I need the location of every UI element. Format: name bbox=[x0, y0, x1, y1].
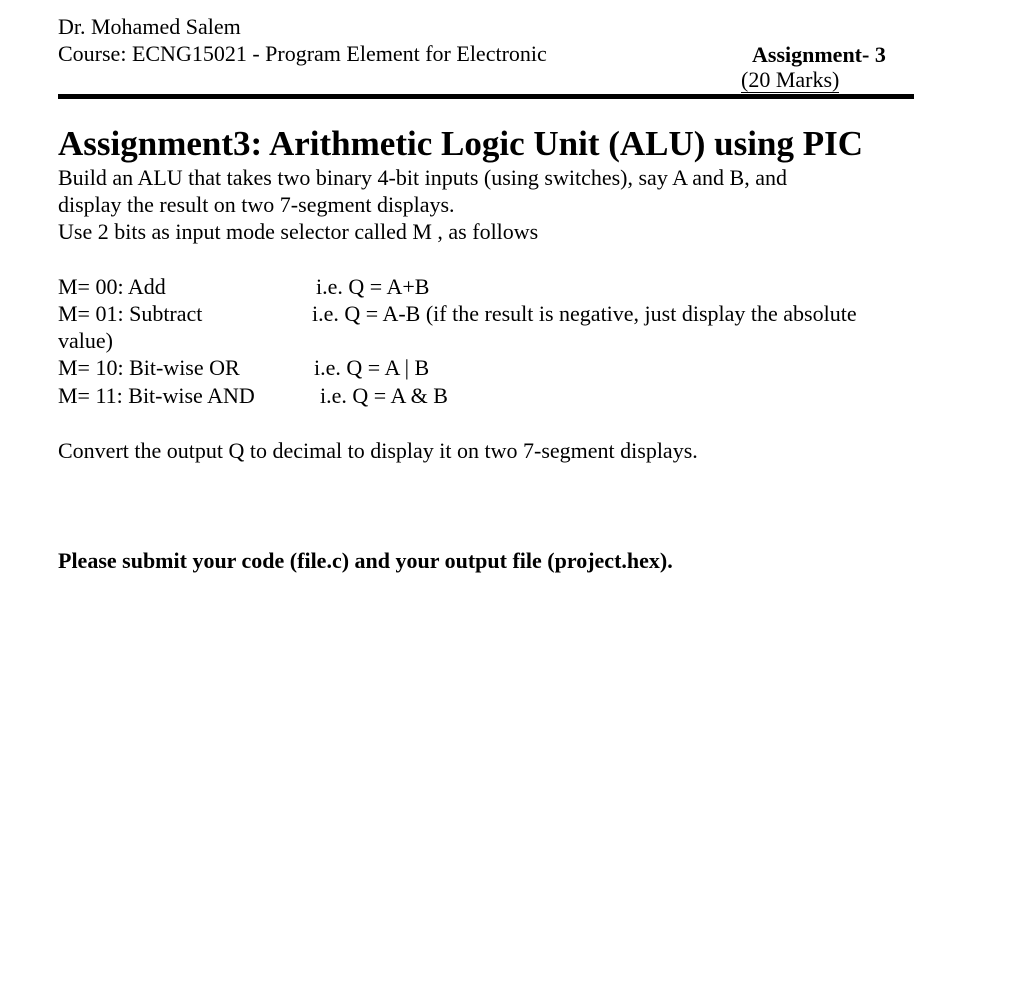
instructor-name: Dr. Mohamed Salem bbox=[58, 14, 241, 39]
intro-line-3: Use 2 bits as input mode selector called M , as follows bbox=[58, 219, 539, 244]
intro-line-1: Build an ALU that takes two binary 4-bit inputs (using switches), say A and B, and bbox=[58, 165, 787, 190]
mode-01-desc: i.e. Q = A-B (if the result is negative, just display the absolute bbox=[312, 301, 857, 326]
mode-00-label: M= 00: Add bbox=[58, 274, 166, 299]
mode-00-desc: i.e. Q = A+B bbox=[316, 274, 430, 299]
submit-note: Please submit your code (file.c) and your output file (project.hex). bbox=[58, 548, 673, 573]
mode-10-label: M= 10: Bit-wise OR bbox=[58, 355, 240, 380]
header-divider bbox=[58, 94, 914, 99]
convert-note: Convert the output Q to decimal to display it on two 7-segment displays. bbox=[58, 438, 698, 463]
assignment-title: Assignment3: Arithmetic Logic Unit (ALU) using PIC bbox=[58, 124, 863, 163]
mode-11-desc: i.e. Q = A & B bbox=[320, 383, 448, 408]
intro-line-2: display the result on two 7-segment displays. bbox=[58, 192, 455, 217]
course-line: Course: ECNG15021 - Program Element for Electronic bbox=[58, 41, 547, 66]
mode-01-label: M= 01: Subtract bbox=[58, 301, 203, 326]
assignment-label: Assignment- 3 bbox=[752, 42, 886, 67]
mode-01-desc-cont: value) bbox=[58, 328, 113, 353]
mode-11-label: M= 11: Bit-wise AND bbox=[58, 383, 255, 408]
mode-10-desc: i.e. Q = A | B bbox=[314, 355, 430, 380]
marks-label: (20 Marks) bbox=[741, 67, 840, 92]
